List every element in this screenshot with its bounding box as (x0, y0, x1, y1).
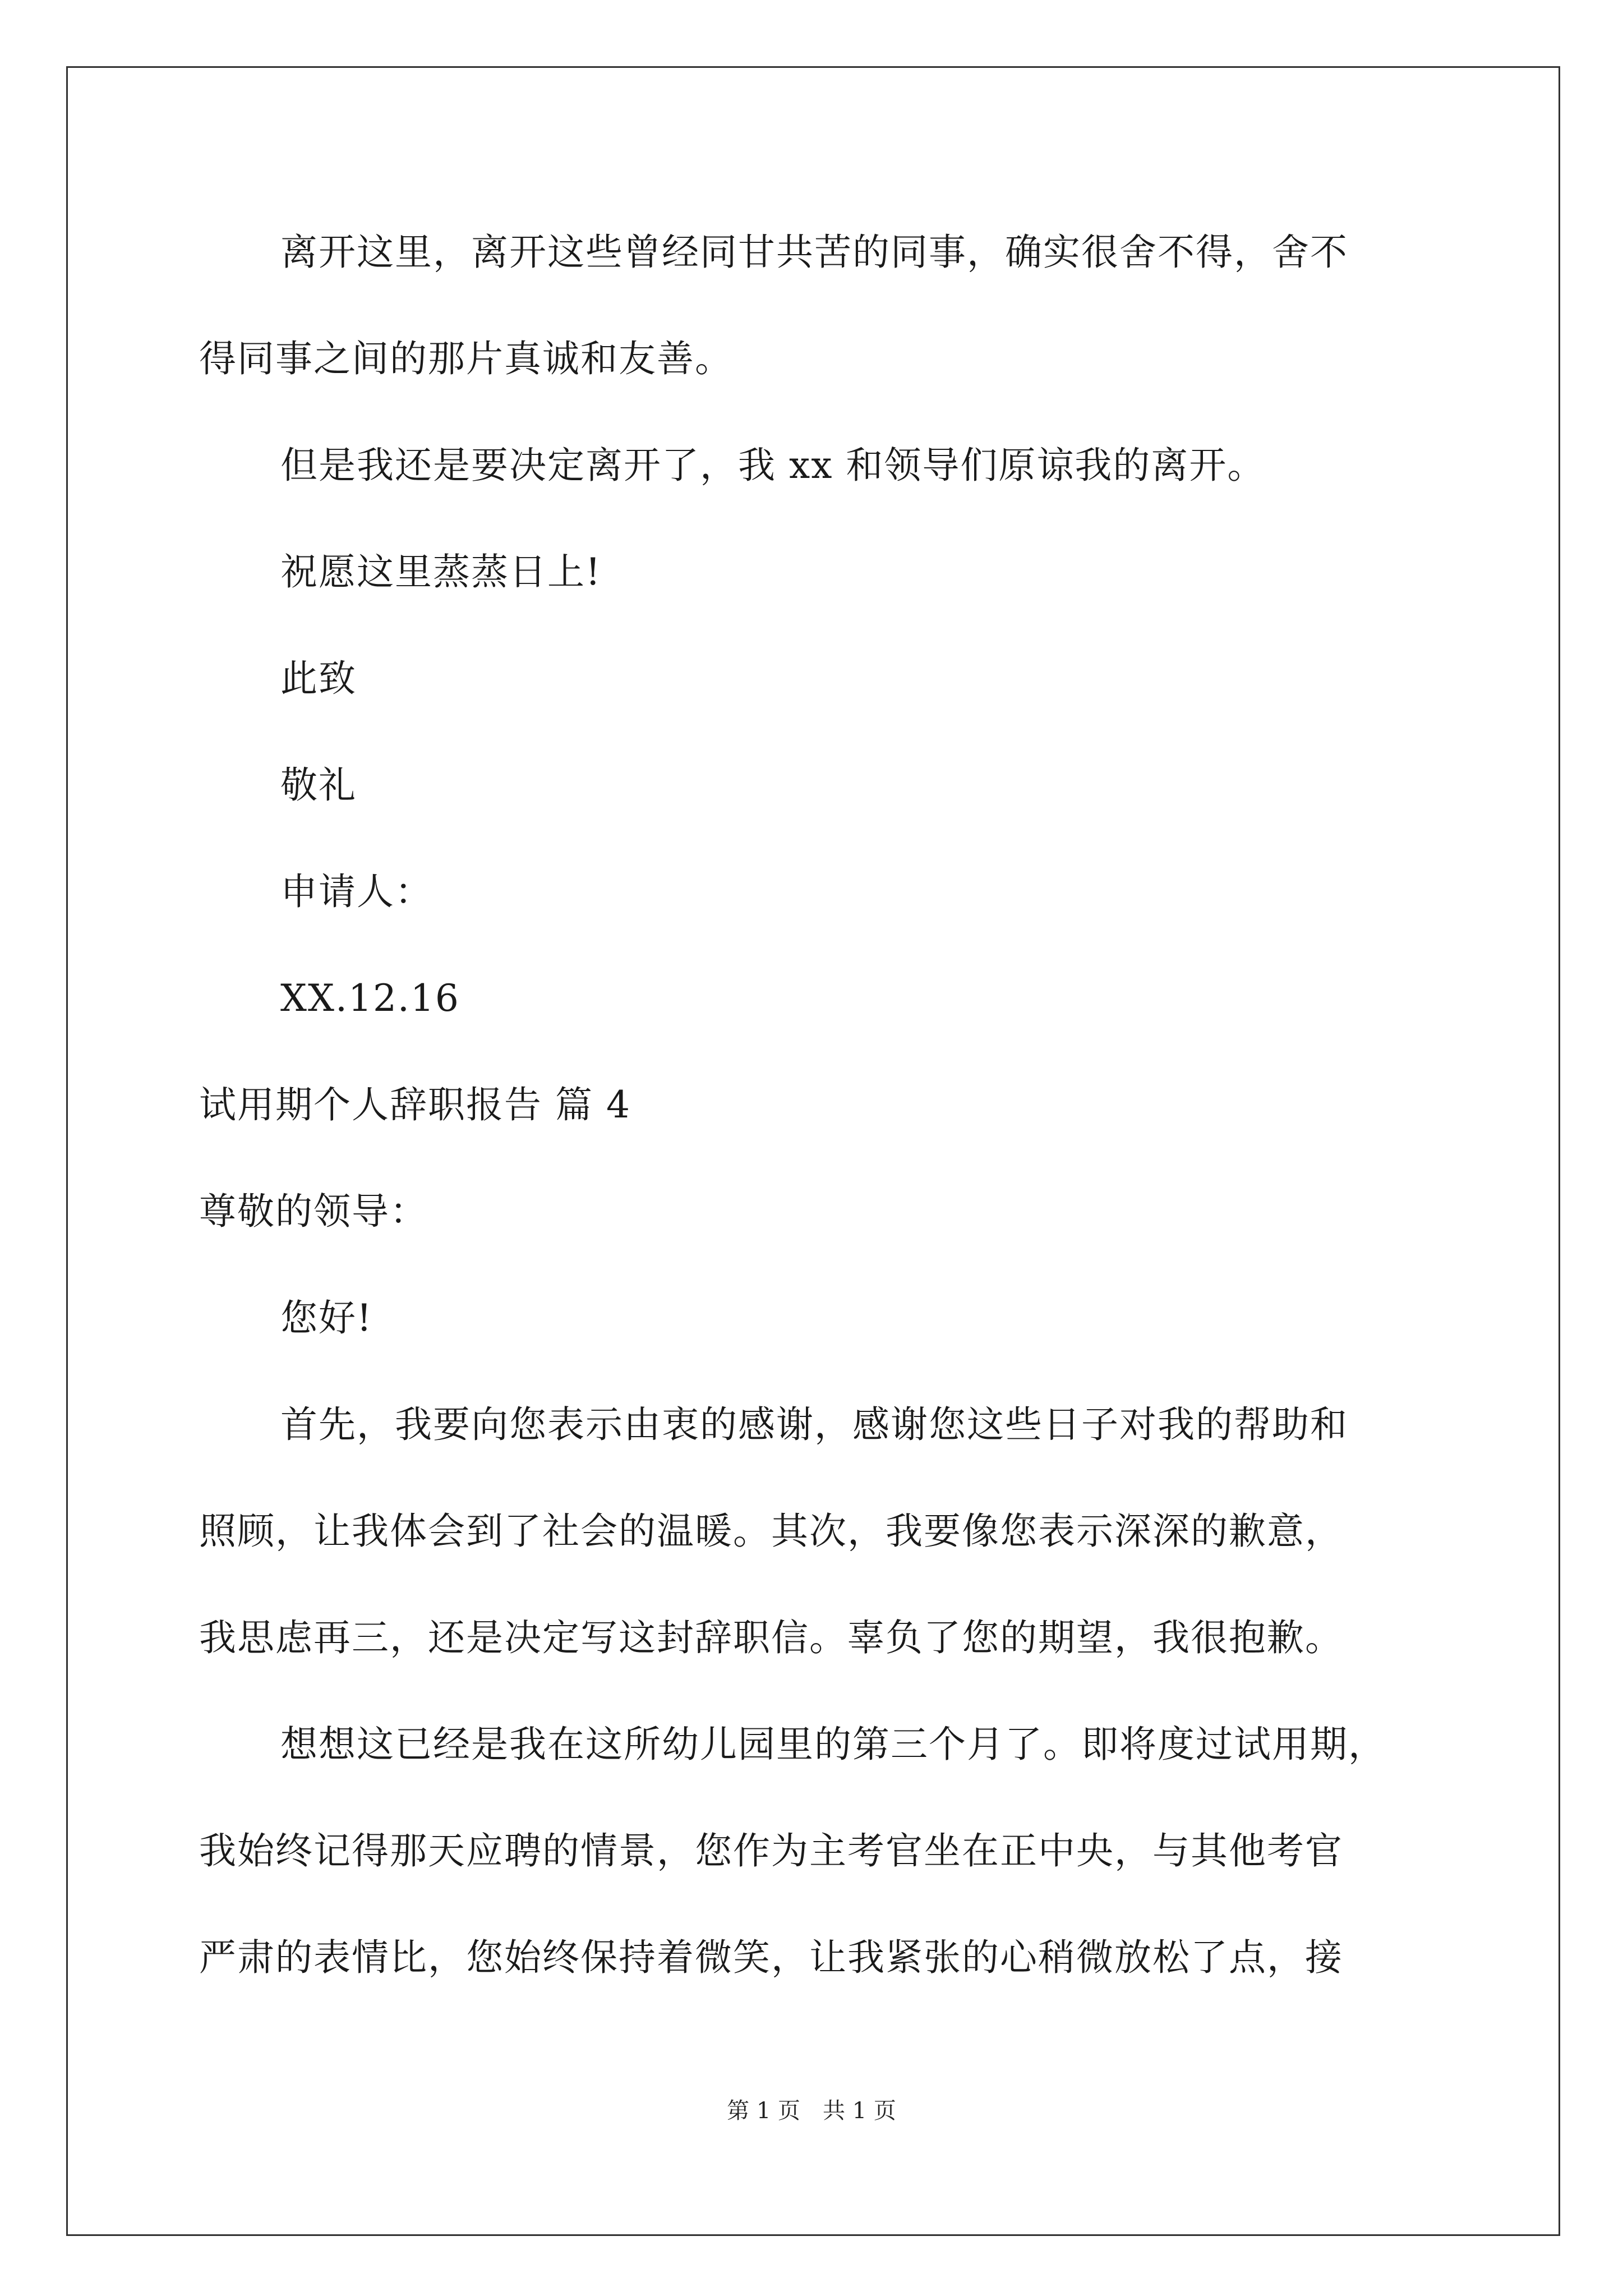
closing-line: 此致 (280, 657, 357, 700)
applicant-label: 申请人： (280, 870, 433, 913)
salutation: 尊敬的领导： (199, 1190, 428, 1233)
greeting: 您好! (280, 1296, 373, 1340)
paragraph-line: 严肃的表情比，您始终保持着微笑，让我紧张的心稍微放松了点，接 (199, 1936, 1343, 1979)
section-heading: 试用期个人辞职报告 篇 4 (199, 1083, 631, 1126)
paragraph-line: 我思虑再三，还是决定写这封辞职信。辜负了您的期望，我很抱歉。 (199, 1616, 1343, 1659)
paragraph-line: 但是我还是要决定离开了，我 xx 和领导们原谅我的离开。 (280, 444, 1266, 487)
paragraph-line: 祝愿这里蒸蒸日上! (280, 550, 602, 593)
paragraph-line: 想想这已经是我在这所幼儿园里的第三个月了。即将度过试用期， (280, 1723, 1386, 1766)
page-number: 第 1 页 共 1 页 (727, 2098, 896, 2124)
date-line: XX.12.16 (280, 977, 460, 1020)
closing-line: 敬礼 (280, 763, 357, 807)
page-border (66, 66, 1560, 2236)
paragraph-line: 离开这里，离开这些曾经同甘共苦的同事，确实很舍不得，舍不 (280, 231, 1348, 274)
paragraph-line: 我始终记得那天应聘的情景，您作为主考官坐在正中央，与其他考官 (199, 1829, 1343, 1872)
paragraph-line: 照顾，让我体会到了社会的温暖。其次，我要像您表示深深的歉意， (199, 1510, 1343, 1553)
paragraph-line: 得同事之间的那片真诚和友善。 (199, 337, 733, 380)
paragraph-line: 首先，我要向您表示由衷的感谢，感谢您这些日子对我的帮助和 (280, 1403, 1348, 1446)
